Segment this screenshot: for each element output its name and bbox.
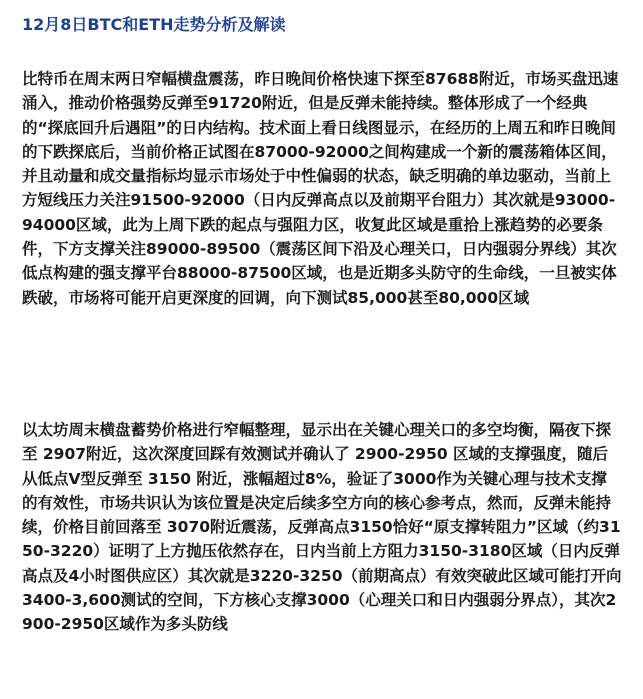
article-title: 12月8日BTC和ETH走势分析及解读 xyxy=(22,15,286,34)
eth-analysis-paragraph: 以太坊周末横盘蓄势价格进行窄幅整理，显示出在关键心理关口的多空均衡，隔夜下探至 2907附近，这次深度回踩有效测试并确认了 2900-2950 区域的支撑强度，随后从低点V型反弹至 3150 附近，涨幅超过8%，验证了3000作为关键心理与技术支撑的有效性，市场共识认为该位置是决定后续多空方向的核心参考点，然而，反弹未能持续，价格目前回落至 3070附近震荡，反弹高点3150恰好“原支撑转阻力”区域（约3150-3220）证明了上方抛压依然存在，日内当前上方阻力3150-3180区域（日内反弹高点及4小时图供应区）其次就是3220-3250（前期高点）有效突破此区域可能打开向3400-3,600测试的空间，下方核心支撑3000（心理关口和日内强弱分界点），其次2900-2950区域作为多头防线 xyxy=(22,421,622,634)
btc-analysis-paragraph: 比特币在周末两日窄幅横盘震荡，昨日晚间价格快速下探至87688附近，市场买盘迅速涌入，推动价格强势反弹至91720附近，但是反弹未能持续。整体形成了一个经典的“探底回升后遇阻”的日内结构。技术面上看日线图显示，在经历的上周五和昨日晚间的下跌探底后，当前价格正试图在87000-92000之间构建成一个新的震荡箱体区间，并且动量和成交量指标均显示市场处于中性偏弱的状态，缺乏明确的单边驱动，当前上方短线压力关注91500-92000（日内反弹高点以及前期平台阻力）其次就是93000-94000区域，此为上周下跌的起点与强阻力区，收复此区域是重拾上涨趋势的必要条件，下方支撑关注89000-89500（震荡区间下沿及心理关口，日内强弱分界线）其次低点构建的强支撑平台88000-87500区域，也是近期多头防守的生命线，一旦被实体跌破，市场将可能开启更深度的回调，向下测试85,000甚至80,000区域 xyxy=(22,70,619,307)
